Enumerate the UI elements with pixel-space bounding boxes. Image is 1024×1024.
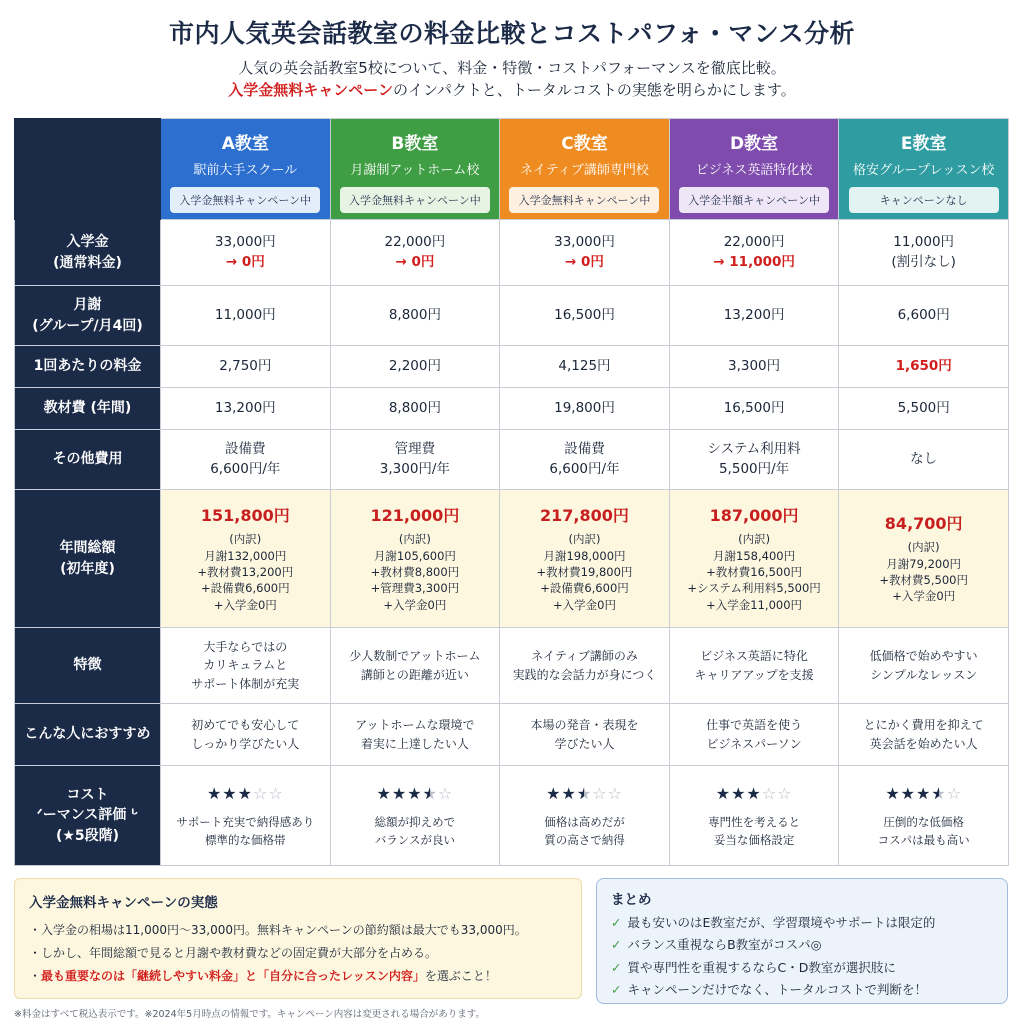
comparison-table xyxy=(14,118,1009,866)
materials-cell: 16,500円 xyxy=(669,388,839,430)
per-lesson-cell: 2,750円 xyxy=(161,346,331,388)
other-fee-cell: 管理費 3,300円/年 xyxy=(330,430,500,490)
annual-total-cell: 151,800円 (内訳) 月謝132,000円 +教材費13,200円 +設備費6,600円 +入学金0円 xyxy=(161,490,331,628)
other-fees-row xyxy=(15,430,1009,490)
star-icon: ★ ★ xyxy=(423,781,438,807)
per-lesson-row xyxy=(15,346,1009,388)
subtitle-line-2 xyxy=(0,79,1024,100)
star-icon: ★ xyxy=(407,784,423,804)
school-name: A教室 xyxy=(221,134,269,154)
school-type: ネイティブ講師専門校 xyxy=(520,163,649,178)
campaign-reality-box xyxy=(14,878,582,999)
summary-item: ✓ バランス重視ならB教室がコスパ◎ xyxy=(611,937,822,953)
school-header-b xyxy=(330,119,500,220)
per-lesson-cell: 4,125円 xyxy=(500,346,670,388)
feature-cell: ネイティブ講師のみ 実践的な会話力が身につく xyxy=(500,628,670,704)
row-label-per-lesson: 1回あたりの料金 xyxy=(15,346,161,388)
star-icon: ★ xyxy=(206,784,223,804)
row-label-total: 年間総額 (初年度) xyxy=(15,490,161,628)
recommend-cell: 仕事で英語を使う ビジネスパーソン xyxy=(669,704,839,766)
per-lesson-cell: 3,300円 xyxy=(669,346,839,388)
other-fee-cell: 設備費 6,600円/年 xyxy=(161,430,331,490)
annual-total-cell: 187,000円 (内訳) 月謝158,400円 +教材費16,500円 +システム利用料5,500円 +入学金11,000円 xyxy=(669,490,839,628)
star-icon: ★ xyxy=(391,784,408,804)
school-type: 月謝制アットホーム校 xyxy=(350,163,480,178)
star-icon: ★ xyxy=(376,784,392,804)
recommend-cell: アットホームな環境で 着実に上達したい人 xyxy=(330,704,500,766)
other-fee-cell: システム利用料 5,500円/年 xyxy=(669,430,839,490)
monthly-fee-cell: 11,000円 xyxy=(161,286,331,346)
campaign-box-item: ・しかし、年間総額で見ると月謝や教材費などの固定費が大部分を占める。 xyxy=(29,945,438,960)
annual-total-cell: 84,700円 (内訳) 月謝79,200円 +教材費5,500円 +入学金0円 xyxy=(839,490,1009,628)
school-type: ビジネス英語特化校 xyxy=(695,163,813,178)
star-icon: ★ xyxy=(746,784,762,804)
enrollment-fee-cell: 33,000円 → 0円 xyxy=(500,220,670,286)
campaign-badge: 入学金無料キャンペーン中 xyxy=(340,187,490,213)
row-label-rating: コスト ᐟーマンス評価 ᒡ (★5段階) xyxy=(15,766,161,866)
school-name: C教室 xyxy=(561,134,608,154)
rating-row xyxy=(15,766,1009,866)
row-label-monthly: 月謝 (グループ/月4回) xyxy=(15,286,161,346)
subtitle-highlight: 入学金無料キャンペーン xyxy=(228,81,393,99)
row-label-enrollment: 入学金 (通常料金) xyxy=(15,220,161,286)
monthly-fee-cell: 8,800円 xyxy=(330,286,500,346)
materials-cell: 19,800円 xyxy=(500,388,670,430)
star-rating xyxy=(670,781,839,807)
features-row xyxy=(15,628,1009,704)
star-rating xyxy=(500,781,669,807)
check-icon: ✓ xyxy=(611,937,622,953)
row-label-recommend: こんな人におすすめ xyxy=(15,704,161,766)
summary-item: ✓ 質や専門性を重視するならC・D教室が選択肢に xyxy=(611,959,896,975)
monthly-fee-cell: 16,500円 xyxy=(500,286,670,346)
recommend-cell: とにかく費用を抑えて 英会話を始めたい人 xyxy=(839,704,1009,766)
campaign-badge: 入学金無料キャンペーン中 xyxy=(509,187,659,213)
school-name: E教室 xyxy=(900,134,947,154)
star-rating xyxy=(161,781,330,807)
check-icon: ✓ xyxy=(611,981,622,997)
row-label-features: 特徴 xyxy=(15,628,161,704)
star-icon: ★ xyxy=(237,784,253,804)
star-icon: ☆ xyxy=(761,784,778,804)
subtitle-rest: のインパクトと、トータルコストの実態を明らかにします。 xyxy=(392,81,796,99)
campaign-box-item: ・最も重要なのは「継続しやすい料金」と「自分に合ったレッスン内容」を選ぶこと！ xyxy=(29,968,497,983)
annual-total-row xyxy=(15,490,1009,628)
rating-cell: ★★★ ★☆☆ 価格は高めだが 質の高さで納得 xyxy=(500,766,670,866)
star-icon: ★ xyxy=(900,784,916,804)
campaign-badge: 入学金無料キャンペーン中 xyxy=(170,187,320,213)
school-header-c xyxy=(500,119,670,220)
school-name: B教室 xyxy=(391,134,439,154)
star-rating xyxy=(331,781,500,807)
per-lesson-cell: 2,200円 xyxy=(330,346,500,388)
materials-cell: 13,200円 xyxy=(161,388,331,430)
enrollment-fee-row xyxy=(15,220,1009,286)
star-icon: ☆ xyxy=(607,784,623,804)
campaign-box-item: ・入学金の相場は11,000円〜33,000円。無料キャンペーンの節約額は最大でも33,000円。 xyxy=(29,923,527,937)
enrollment-fee-cell: 22,000円 → 11,000円 xyxy=(669,220,839,286)
check-icon: ✓ xyxy=(611,959,622,975)
enrollment-fee-cell: 22,000円 → 0円 xyxy=(330,220,500,286)
feature-cell: ビジネス英語に特化 キャリアアップを支援 xyxy=(669,628,839,704)
rating-cell: ★★★☆☆ サポート充実で納得感あり 標準的な価格帯 xyxy=(161,766,331,866)
campaign-badge: 入学金半額キャンペーン中 xyxy=(679,187,829,213)
summary-item: ✓ キャンペーンだけでなく、トータルコストで判断を！ xyxy=(611,981,927,997)
summary-box-title: まとめ xyxy=(611,892,652,908)
school-name: D教室 xyxy=(730,134,779,154)
materials-cell: 5,500円 xyxy=(839,388,1009,430)
school-header-row xyxy=(15,119,1009,220)
star-rating xyxy=(839,781,1008,807)
feature-cell: 大手ならではの カリキュラムと サポート体制が充実 xyxy=(161,628,331,704)
annual-total-cell: 121,000円 (内訳) 月謝105,600円 +教材費8,800円 +管理費3,300円 +入学金0円 xyxy=(330,490,500,628)
school-header-a xyxy=(161,119,331,220)
rating-cell: ★★★★ ★☆ 総額が抑えめで バランスが良い xyxy=(330,766,500,866)
school-type: 駅前大手スクール xyxy=(193,163,298,178)
feature-cell: 少人数制でアットホーム 講師との距離が近い xyxy=(330,628,500,704)
other-fee-cell: 設備費 6,600円/年 xyxy=(500,430,670,490)
rating-cell: ★★★☆☆ 専門性を考えると 妥当な価格設定 xyxy=(669,766,839,866)
star-icon: ★ xyxy=(546,784,562,804)
enrollment-fee-cell: 11,000円 (割引なし) xyxy=(839,220,1009,286)
materials-cell: 8,800円 xyxy=(330,388,500,430)
school-type: 格安グループレッスン校 xyxy=(853,163,995,178)
recommend-row xyxy=(15,704,1009,766)
star-icon: ☆ xyxy=(777,784,793,804)
school-header-e xyxy=(839,119,1009,220)
star-icon: ★ xyxy=(561,784,577,804)
materials-row xyxy=(15,388,1009,430)
feature-cell: 低価格で始めやすい シンプルなレッスン xyxy=(839,628,1009,704)
footnote: ※料金はすべて税込表示です。※2024年5月時点の情報です。キャンペーン内容は変更される場合があります。 xyxy=(14,1009,485,1020)
campaign-badge: キャンペーンなし xyxy=(849,187,999,213)
recommend-cell: 初めてでも安心して しっかり学びたい人 xyxy=(161,704,331,766)
star-icon: ★ xyxy=(731,784,747,804)
campaign-box-title: 入学金無料キャンペーンの実態 xyxy=(29,895,218,911)
star-icon: ★ xyxy=(222,784,238,804)
table-corner xyxy=(15,119,161,220)
row-label-other: その他費用 xyxy=(15,430,161,490)
summary-item: ✓ 最も安いのはE教室だが、学習環境やサポートは限定的 xyxy=(611,915,936,930)
page-title: 市内人気英会話教室の料金比較とコストパフォ・マンス分析 xyxy=(168,19,855,48)
per-lesson-cell: 1,650円 xyxy=(839,346,1009,388)
monthly-fee-cell: 13,200円 xyxy=(669,286,839,346)
star-icon: ☆ xyxy=(437,784,454,804)
recommend-cell: 本場の発音・表現を 学びたい人 xyxy=(500,704,670,766)
annual-total-cell: 217,800円 (内訳) 月謝198,000円 +教材費19,800円 +設備費6,600円 +入学金0円 xyxy=(500,490,670,628)
other-fee-cell: なし xyxy=(839,430,1009,490)
enrollment-fee-cell: 33,000円 → 0円 xyxy=(161,220,331,286)
star-icon: ★ xyxy=(916,784,932,804)
star-icon: ☆ xyxy=(592,784,608,804)
star-icon: ☆ xyxy=(268,784,284,804)
row-label-materials: 教材費 (年間) xyxy=(15,388,161,430)
star-icon: ☆ xyxy=(252,784,269,804)
star-icon: ★ ★ xyxy=(931,781,946,807)
star-icon: ★ ★ xyxy=(577,781,592,807)
star-icon: ☆ xyxy=(946,784,963,804)
rating-cell: ★★★★ ★☆ 圧倒的な低価格 コスパは最も高い xyxy=(839,766,1009,866)
school-header-d xyxy=(669,119,839,220)
star-icon: ★ xyxy=(885,784,901,804)
subtitle-line-1: 人気の英会話教室5校について、料金・特徴・コストパフォーマンスを徹底比較。 xyxy=(238,59,786,77)
check-icon: ✓ xyxy=(611,915,622,930)
monthly-fee-cell: 6,600円 xyxy=(839,286,1009,346)
monthly-fee-row xyxy=(15,286,1009,346)
star-icon: ★ xyxy=(715,784,732,804)
summary-box xyxy=(596,878,1008,1004)
